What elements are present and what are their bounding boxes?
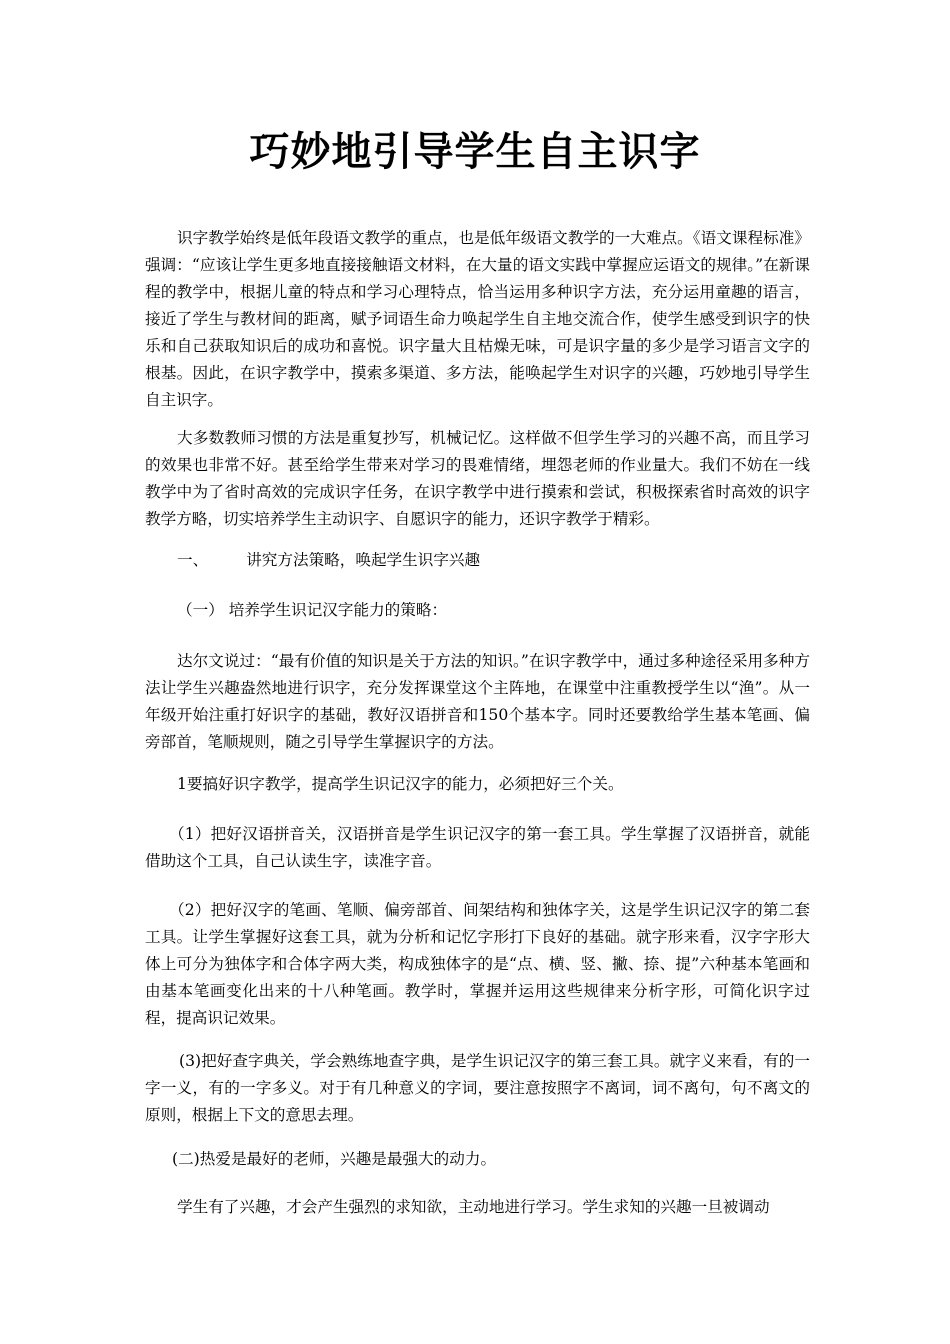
document-title: 巧妙地引导学生自主识字 bbox=[249, 129, 701, 175]
darwin-paragraph: 达尔文说过：“最有价值的知识是关于方法的知识。”在识字教学中，通过多种途径采用多种方法让学生兴趣盎然地进行识字，充分发挥课堂这个主阵地，在课堂中注重教授学生以“渔”。从一年级开始注重打好识字的基础，教好汉语拼音和150个基本字。同时还要教给学生基本笔画、偏旁部首，笔顺规则，随之引导学生掌握识字的方法。 bbox=[145, 652, 810, 751]
subsection-heading-1: （一） 培养学生识记汉字能力的策略： bbox=[177, 601, 448, 619]
section-heading-1 bbox=[177, 547, 480, 574]
section-number: 一、 bbox=[177, 551, 209, 569]
item-paragraph-2: （2）把好汉字的笔画、笔顺、偏旁部首、间架结构和独体字关，这是学生识记汉字的第二套工具。让学生掌握好这套工具，就为分析和记忆字形打下良好的基础。就字形来看，汉字字形大体上可分为独体字和合体字两大类，构成独体字的是“点、横、竖、撇、捺、提”六种基本笔画和由基本笔画变化出来的十八种笔画。教学时，掌握并运用这些规律来分析字形，可简化识字过程，提高识记效果。 bbox=[145, 901, 810, 1027]
section-title: 讲究方法策略，唤起学生识字兴趣 bbox=[246, 551, 481, 569]
point-heading-1: 1要搞好识字教学，提高学生识记汉字的能力，必须把好三个关。 bbox=[177, 775, 624, 793]
subsection-heading-2: (二)热爱是最好的老师，兴趣是最强大的动力。 bbox=[172, 1150, 497, 1168]
method-paragraph: 大多数教师习惯的方法是重复抄写，机械记忆。这样做不但学生学习的兴趣不高，而且学习的效果也非常不好。甚至给学生带来对学习的畏难情绪，埋怨老师的作业量大。我们不妨在一线教学中为了省时高效的完成识字任务，在识字教学中进行摸索和尝试，积极探索省时高效的识字教学方略，切实培养学生主动识字、自愿识字的能力，还识字教学于精彩。 bbox=[145, 429, 810, 528]
item-paragraph-1: （1）把好汉语拼音关，汉语拼音是学生识记汉字的第一套工具。学生掌握了汉语拼音，就能借助这个工具，自己认读生字，读准字音。 bbox=[145, 825, 810, 870]
intro-paragraph: 识字教学始终是低年段语文教学的重点，也是低年级语文教学的一大难点。《语文课程标准》强调：“应该让学生更多地直接接触语文材料，在大量的语文实践中掌握应运语文的规律。”在新课程的教学中，根据儿童的特点和学习心理特点，恰当运用多种识字方法，充分运用童趣的语言，接近了学生与教材间的距离，赋予词语生命力唤起学生自主地交流合作，使学生感受到识字的快乐和自己获取知识后的成功和喜悦。识字量大且枯燥无味，可是识字量的多少是学习语言文字的根基。因此，在识字教学中，摸索多渠道、多方法，能唤起学生对识字的兴趣，巧妙地引导学生自主识字。 bbox=[145, 229, 810, 409]
interest-paragraph: 学生有了兴趣，才会产生强烈的求知欲，主动地进行学习。学生求知的兴趣一旦被调动 bbox=[177, 1198, 770, 1216]
item-paragraph-3: (3)把好查字典关，学会熟练地查字典，是学生识记汉字的第三套工具。就字义来看，有的一字一义，有的一字多义。对于有几种意义的字词，要注意按照字不离词，词不离句，句不离文的原则，根据上下文的意思去理。 bbox=[145, 1052, 810, 1124]
